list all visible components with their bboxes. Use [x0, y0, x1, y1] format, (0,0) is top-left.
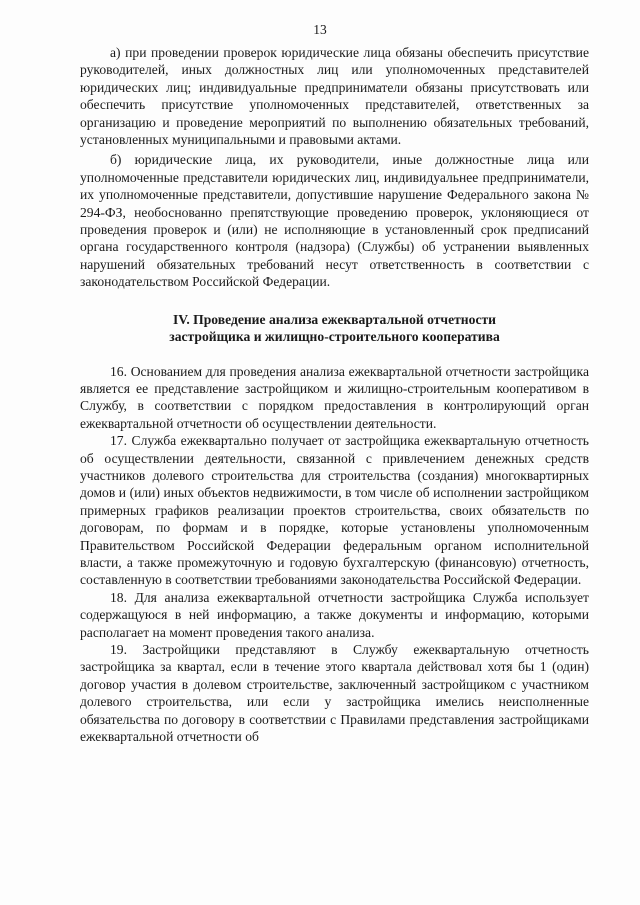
page-number: 13: [313, 22, 327, 37]
section-heading: [80, 311, 589, 346]
paragraph-17: 17. Служба ежеквартально получает от застройщика ежеквартальную отчетность об осуществлении деятельности, связанной с привлечением денежных средств участников долевого строительства для строительства (создания) многоквартирных домов и (или) иных объектов недвижимости, в том числе об исполнении застройщиком примерных графиков реализации проектов строительства, своих обязательств по договорам, по формам и в порядке, которые установлены уполномоченным Правительством Российской Федерации федеральным органом исполнительной власти, а также промежуточную и годовую бухгалтерскую (финансовую) отчетность, составленную в соответствии требованиями законодательства Российской Федерации.: [80, 433, 589, 588]
paragraph-19: 19. Застройщики представляют в Службу ежеквартальную отчетность застройщика за квартал, если в течение этого квартала действовал хотя бы 1 (один) договор участия в долевом строительстве, заключенный застройщиком с участником долевого строительства, или если у застройщика имелись неисполненные обязательства по договору в соответствии с Правилами представления застройщиками ежеквартальной отчетности об: [80, 642, 589, 745]
paragraph-b: б) юридические лица, их руководители, иные должностные лица или уполномоченные представители юридических лиц, индивидуальнее предприниматели, их уполномоченные представители, допустившие нарушение Федерального закона № 294-ФЗ, необоснованно препятствующие проведению проверок, уклоняющиеся от проведения проверок и (или) не исполняющие в установленный срок предписаний органа государственного контроля (надзора) (Службы) об устранении выявленных нарушений обязательных требований несут ответственность в соответствии с законодательством Российской Федерации.: [80, 152, 589, 290]
document-body: [80, 44, 589, 745]
paragraph-16: 16. Основанием для проведения анализа ежеквартальной отчетности застройщика является ее представление застройщиком и жилищно-строительным кооперативом в Службу, в соответствии с порядком предоставления в контролирующий орган ежеквартальной отчетности об осуществлении деятельности.: [80, 363, 589, 431]
section-heading-line-1: IV. Проведение анализа ежеквартальной отчетности: [173, 311, 496, 327]
paragraph-a: а) при проведении проверок юридические лица обязаны обеспечить присутствие руководителей, иных должностных лиц или уполномоченных представителей юридических лиц; индивидуальные предприниматели обязаны присутствовать или обеспечить присутствие уполномоченных представителей, ответственных за организацию и проведение мероприятий по выполнению обязательных требований, установленных муниципальными и правовыми актами.: [80, 45, 589, 148]
paragraph-18: 18. Для анализа ежеквартальной отчетности застройщика Служба использует содержащуюся в ней информацию, а также документы и информацию, которыми располагает на момент проведения такого анализа.: [80, 589, 589, 640]
section-heading-line-2: застройщика и жилищно-строительного кооператива: [169, 329, 500, 345]
